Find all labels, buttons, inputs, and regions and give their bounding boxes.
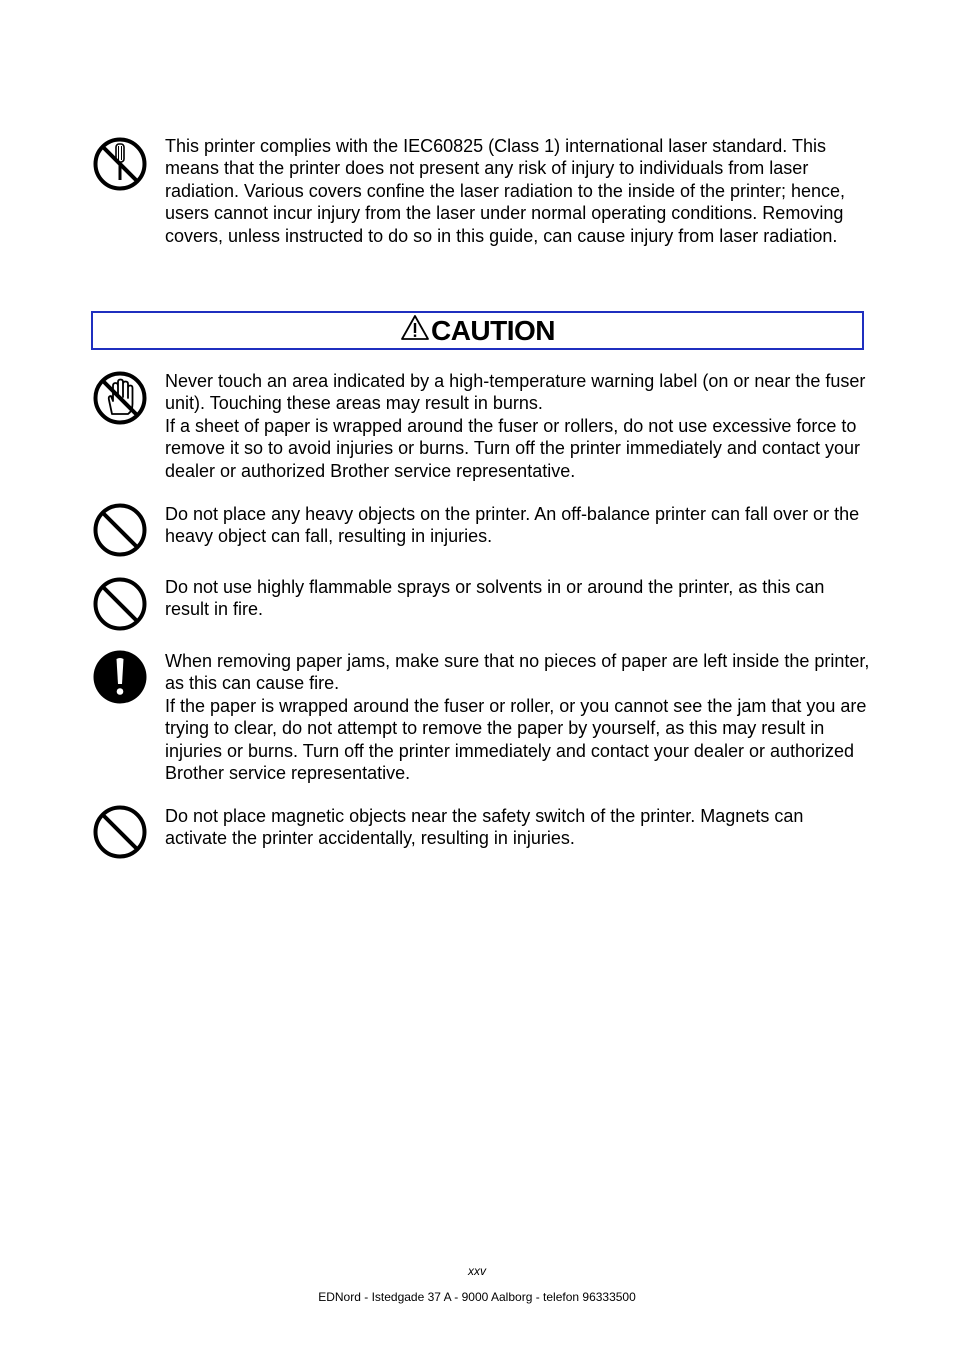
paragraph: Do not place magnetic objects near the safety switch of the printer. Magnets can activate the printer accidentally, resulting in injuries. [165, 806, 804, 849]
paragraph: If a sheet of paper is wrapped around the fuser or rollers, do not use excessive force to remove it so to avoid injuries or burns. Turn off the printer immediately and contact your dealer or authorized Brother service representative. [165, 415, 861, 481]
page-number: xxv [468, 1264, 486, 1278]
caution-header [91, 311, 864, 350]
no-touch-hand-icon [92, 370, 148, 426]
hot-surface-text [165, 370, 870, 482]
paragraph: Do not use highly flammable sprays or solvents in or around the printer, as this can result in fire. [165, 577, 825, 620]
caution-title: CAUTION [430, 314, 556, 346]
magnetic-objects-text [165, 805, 870, 850]
heavy-objects-text [165, 503, 870, 548]
paper-jams-text [165, 650, 870, 784]
mandatory-exclamation-icon [92, 649, 148, 705]
paragraph: If the paper is wrapped around the fuser or roller, or you cannot see the jam that you are trying to clear, do not attempt to remove the paper by yourself, as this may result in injuries or burns. Turn off the printer immediately and contact your dealer or authorized Brother service representative. [165, 695, 867, 784]
laser-notice-paragraph: This printer complies with the IEC60825 (Class 1) international laser standard. This means that the printer does not present any risk of injury to individuals from laser radiation. Various covers confine the laser radiation to the inside of the printer; hence, users cannot incur injury from the laser under normal operating conditions. Removing covers, unless instructed to do so in this guide, can cause injury from laser radiation. [165, 136, 846, 246]
paragraph: When removing paper jams, make sure that no pieces of paper are left inside the printer, as this can cause fire. [165, 651, 870, 694]
prohibited-icon [92, 804, 148, 860]
warning-triangle-icon [400, 314, 431, 348]
prohibited-icon [92, 576, 148, 632]
prohibited-icon [92, 502, 148, 558]
no-disassembly-icon [92, 136, 148, 192]
footer-address: EDNord - Istedgade 37 A - 9000 Aalborg - telefon 96333500 [318, 1290, 636, 1304]
paragraph: Never touch an area indicated by a high-temperature warning label (on or near the fuser unit). Touching these areas may result in burns. [165, 371, 866, 414]
laser-notice-text [165, 135, 870, 247]
flammable-sprays-text [165, 576, 870, 621]
paragraph: Do not place any heavy objects on the printer. An off-balance printer can fall over or the heavy object can fall, resulting in injuries. [165, 504, 860, 547]
